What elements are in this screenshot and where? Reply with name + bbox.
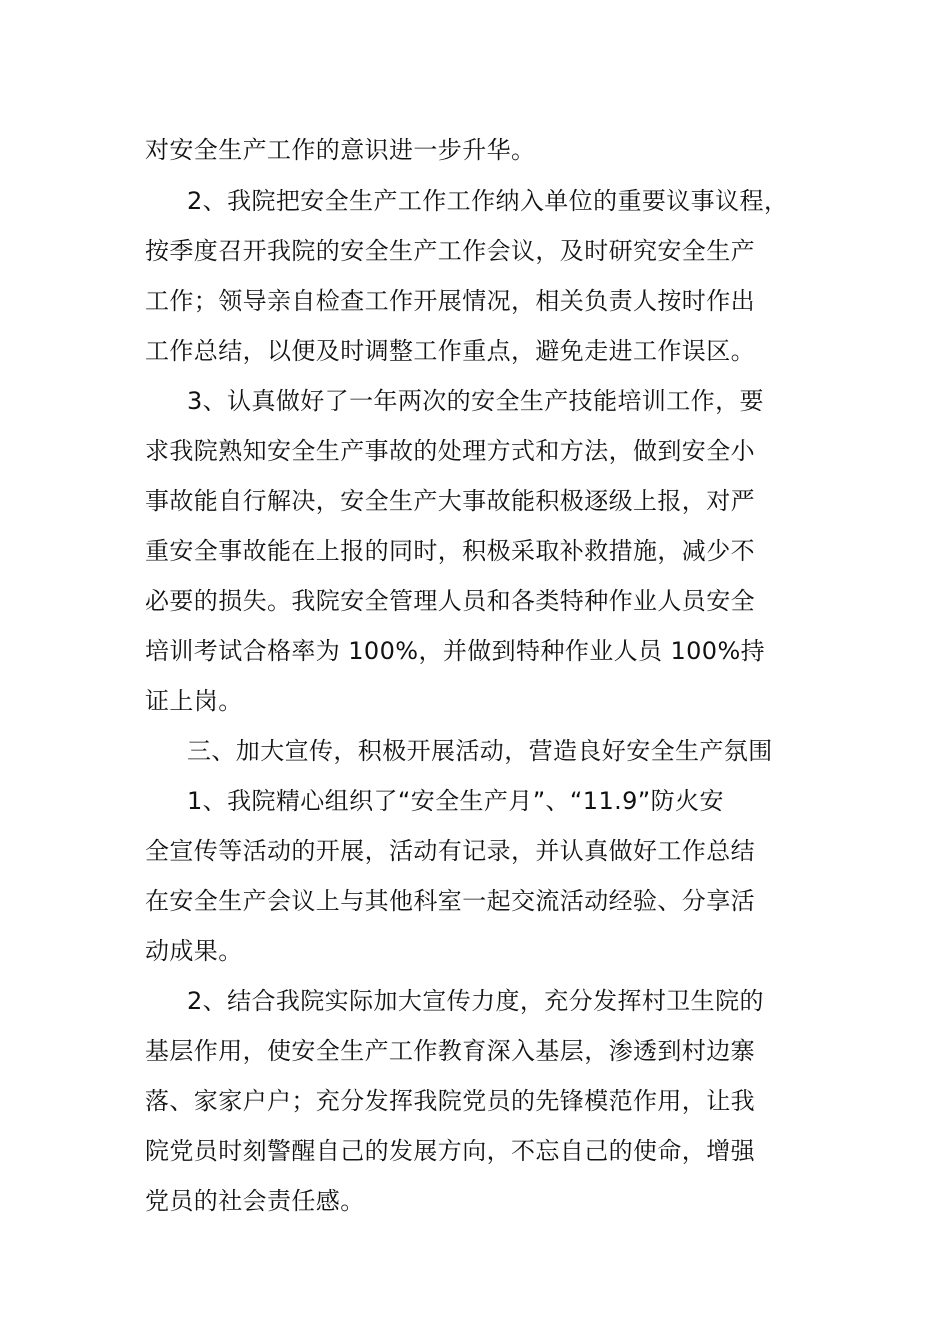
text-line-5: 工作总结，以便及时调整工作重点，避免走进工作误区。 [145, 337, 755, 365]
text-line-16: 在安全生产会议上与其他科室一起交流活动经验、分享活 [145, 887, 755, 915]
text-line-15: 全宣传等活动的开展，活动有记录，并认真做好工作总结 [145, 837, 755, 865]
text-line-20: 落、家家户户；充分发挥我院党员的先锋模范作用，让我 [145, 1087, 755, 1115]
text-line-4: 工作；领导亲自检查工作开展情况，相关负责人按时作出 [145, 287, 755, 315]
text-line-1: 对安全生产工作的意识进一步升华。 [145, 136, 536, 164]
text-line-21: 院党员时刻警醒自己的发展方向，不忘自己的使命，增强 [145, 1137, 755, 1165]
paragraph-3-start: 3、认真做好了一年两次的安全生产技能培训工作，要 [187, 387, 764, 415]
text-line-9: 重安全事故能在上报的同时，积极采取补救措施，减少不 [145, 537, 755, 565]
text-line-17: 动成果。 [145, 937, 243, 965]
text-line-10: 必要的损失。我院安全管理人员和各类特种作业人员安全 [145, 587, 755, 615]
text-line-7: 求我院熟知安全生产事故的处理方式和方法，做到安全小 [145, 437, 755, 465]
text-line-3: 按季度召开我院的安全生产工作会议，及时研究安全生产 [145, 237, 755, 265]
text-line-12: 证上岗。 [145, 687, 243, 715]
text-line-19: 基层作用，使安全生产工作教育深入基层，渗透到村边寨 [145, 1037, 755, 1065]
paragraph-2-start: 2、我院把安全生产工作工作纳入单位的重要议事议程， [187, 187, 789, 215]
paragraph-section3-2-start: 2、结合我院实际加大宣传力度，充分发挥村卫生院的 [187, 987, 764, 1015]
text-line-22: 党员的社会责任感。 [145, 1187, 365, 1215]
section-heading: 三、加大宣传，积极开展活动，营造良好安全生产氛围 [187, 737, 773, 765]
paragraph-section3-1-start: 1、我院精心组织了“安全生产月”、“11.9”防火安 [187, 787, 724, 815]
text-line-8: 事故能自行解决，安全生产大事故能积极逐级上报，对严 [145, 487, 755, 515]
text-line-11: 培训考试合格率为 100%，并做到特种作业人员 100%持 [145, 637, 766, 665]
